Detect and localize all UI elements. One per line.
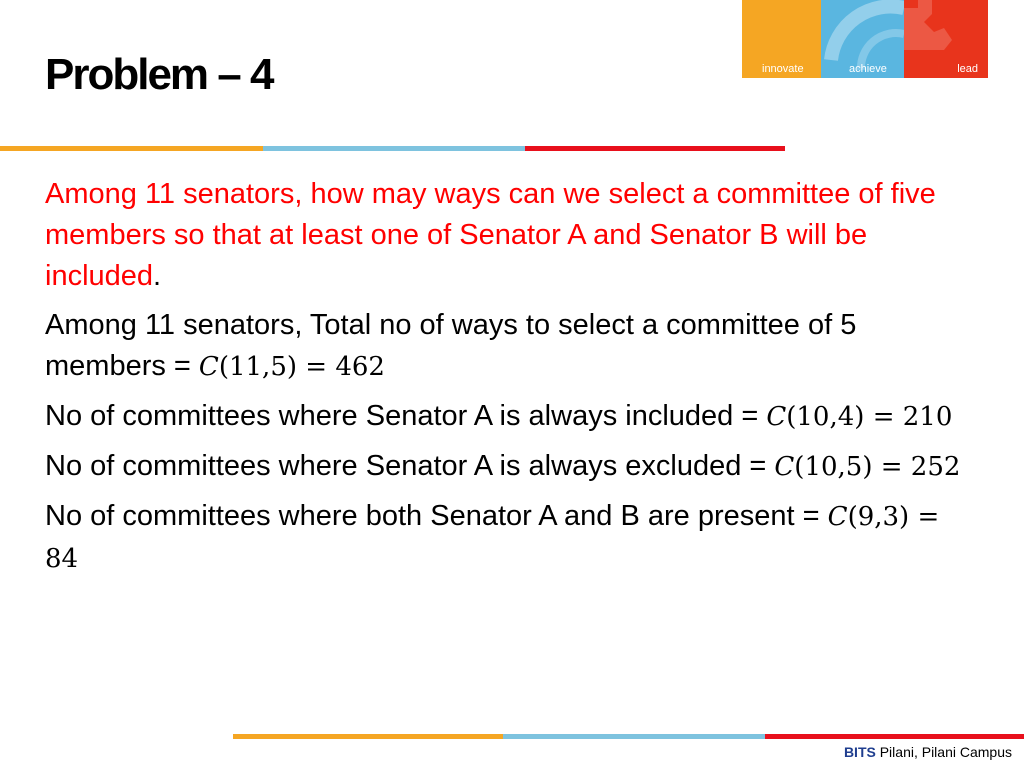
solution-line-total: Among 11 senators, Total no of ways to select a committee of 5 members = C(11,5) = 462 xyxy=(45,309,857,382)
solution-line-a-excluded: No of committees where Senator A is always excluded = C(10,5) = 252 xyxy=(45,450,961,482)
logo-word-achieve: achieve xyxy=(849,63,887,75)
title-divider xyxy=(0,146,785,151)
logo-panel-lead xyxy=(904,0,988,78)
footer-divider xyxy=(233,734,1024,739)
logo-panel-achieve xyxy=(821,0,904,78)
solution-line-both-present: No of committees where both Senator A and B are present = C(9,3) = 84 xyxy=(45,500,940,574)
slide-title: Problem – 4 xyxy=(45,50,273,99)
slide-body xyxy=(45,174,975,588)
question-text: Among 11 senators, how may ways can we select a committee of five members so that at least one of Senator A and Senator B will be included. xyxy=(45,178,936,292)
footer-brand: BITS xyxy=(843,744,876,760)
solution-line-a-included: No of committees where Senator A is always included = C(10,4) = 210 xyxy=(45,400,953,432)
logo-word-innovate: innovate xyxy=(762,63,804,75)
footer-campus xyxy=(844,744,1012,760)
logo-word-lead: lead xyxy=(957,63,978,75)
bits-logo xyxy=(742,0,988,78)
footer-text: Pilani, Pilani Campus xyxy=(875,744,1012,760)
logo-panel-innovate xyxy=(742,0,821,78)
